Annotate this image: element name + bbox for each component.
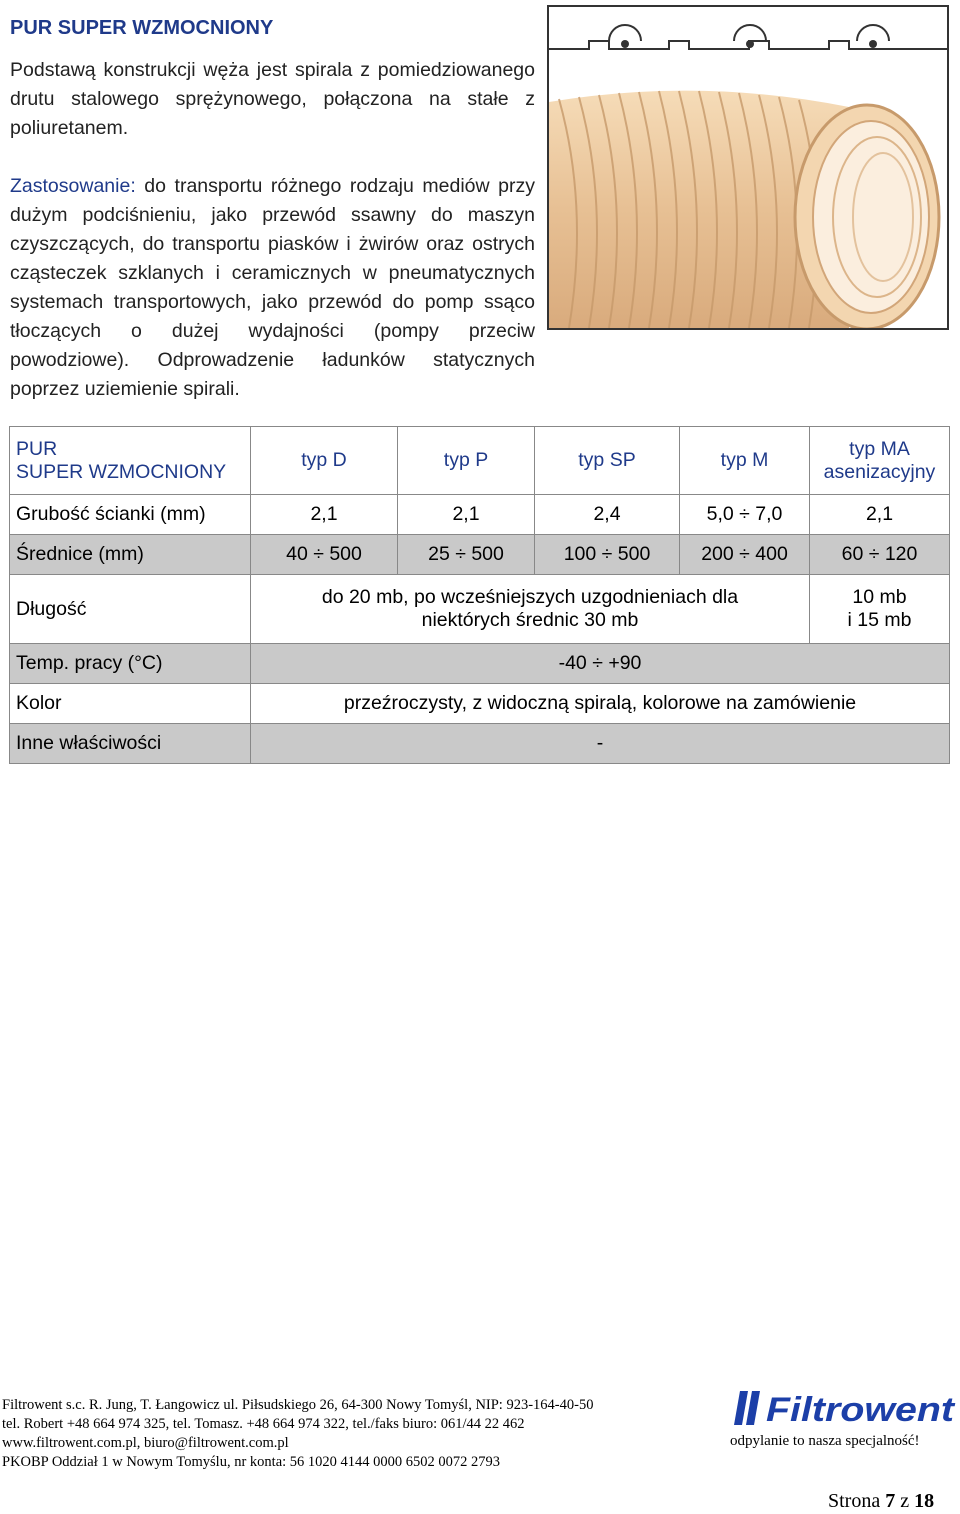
construction-paragraph: Podstawą konstrukcji węża jest spirala z pomiedziowanego drutu stalowego sprężynowego, połączona na stałe z poliuretanem.	[10, 59, 535, 139]
table-row-other	[10, 724, 950, 764]
header-type-ma	[810, 427, 950, 495]
diameter-value-sp: 100 ÷ 500	[535, 535, 680, 575]
temperature-value: -40 ÷ +90	[251, 644, 950, 684]
length-value-main	[251, 575, 810, 644]
hose-illustration	[549, 7, 947, 328]
logo-wordmark: Filtrowent	[766, 1391, 956, 1427]
header-type-d: typ D	[251, 427, 398, 495]
length-main-line2: niektórych średnic 30 mb	[421, 609, 639, 631]
wall-value-p: 2,1	[398, 495, 535, 535]
table-row-length	[10, 575, 950, 644]
table-row-diameter	[10, 535, 950, 575]
diameter-value-p: 25 ÷ 500	[398, 535, 535, 575]
filtrowent-logo	[732, 1389, 957, 1427]
diameter-value-d: 40 ÷ 500	[251, 535, 398, 575]
header-type-p: typ P	[398, 427, 535, 495]
page-current: 7	[885, 1490, 896, 1512]
footer-phones: tel. Robert +48 664 974 325, tel. Tomasz. +48 664 974 322, tel./faks biuro: 061/44 22 462	[2, 1416, 525, 1432]
footer-bank-account: PKOBP Oddział 1 w Nowym Tomyślu, nr konta: 56 1020 4144 0000 6502 0072 2793	[2, 1454, 501, 1470]
table-row-color	[10, 684, 950, 724]
company-tagline: odpylanie to nasza specjalność!	[730, 1433, 920, 1449]
page-number	[828, 1490, 934, 1513]
wall-value-m: 5,0 ÷ 7,0	[680, 495, 810, 535]
header-type-ma-line2: asenizacyjny	[823, 460, 936, 483]
hose-photo	[547, 5, 949, 330]
length-ma-line1: 10 mb	[852, 586, 907, 608]
intro-text	[10, 56, 535, 404]
footer-web-email[interactable]: www.filtrowent.com.pl, biuro@filtrowent.com.pl	[2, 1435, 289, 1451]
other-value: -	[251, 724, 950, 764]
wall-value-d: 2,1	[251, 495, 398, 535]
header-type-sp: typ SP	[535, 427, 680, 495]
application-text: do transportu różnego rodzaju mediów przy dużym podciśnieniu, jako przewód ssawny do maszyn czyszczących, do transportu piasków i żwirów oraz ostrych cząsteczek szklanych i ceramicznych w pneumatycznych systemach transportowych, jako przewód do pomp ssąco tłoczących o dużej wydajności (pompy przeciw powodziowe). Odprowadzenie ładunków statycznych poprzez uziemienie spirali.	[10, 175, 535, 400]
product-name-line1: PUR	[16, 437, 58, 460]
spec-table	[9, 426, 950, 764]
product-name-line2: SUPER WZMOCNIONY	[16, 460, 227, 483]
length-main-line1: do 20 mb, po wcześniejszych uzgodnieniach dla	[321, 586, 739, 608]
page-total: 18	[914, 1490, 935, 1512]
color-label: Kolor	[10, 684, 251, 724]
header-type-ma-line1: typ MA	[849, 437, 910, 460]
page-title: PUR SUPER WZMOCNIONY	[10, 17, 274, 39]
application-label: Zastosowanie:	[10, 175, 136, 197]
diameter-value-ma: 60 ÷ 120	[810, 535, 950, 575]
other-label: Inne właściwości	[10, 724, 251, 764]
length-value-ma	[810, 575, 950, 644]
diameter-value-m: 200 ÷ 400	[680, 535, 810, 575]
table-row-temperature	[10, 644, 950, 684]
diameter-label: Średnice (mm)	[10, 535, 251, 575]
header-type-m: typ M	[680, 427, 810, 495]
company-footer	[2, 1396, 702, 1472]
length-label: Długość	[10, 575, 251, 644]
temperature-label: Temp. pracy (°C)	[10, 644, 251, 684]
footer-address: Filtrowent s.c. R. Jung, T. Łangowicz ul. Piłsudskiego 26, 64-300 Nowy Tomyśl, NIP: 923-164-40-50	[2, 1397, 594, 1413]
page-middle: z	[895, 1490, 915, 1512]
wall-value-sp: 2,4	[535, 495, 680, 535]
length-ma-line2: i 15 mb	[847, 609, 912, 631]
table-row-wall	[10, 495, 950, 535]
page-prefix: Strona	[828, 1490, 886, 1512]
product-name-cell	[10, 427, 251, 495]
application-paragraph	[10, 172, 535, 404]
wall-label: Grubość ścianki (mm)	[10, 495, 251, 535]
color-value: przeźroczysty, z widoczną spiralą, kolorowe na zamówienie	[251, 684, 950, 724]
table-header-row	[10, 427, 950, 495]
wall-value-ma: 2,1	[810, 495, 950, 535]
